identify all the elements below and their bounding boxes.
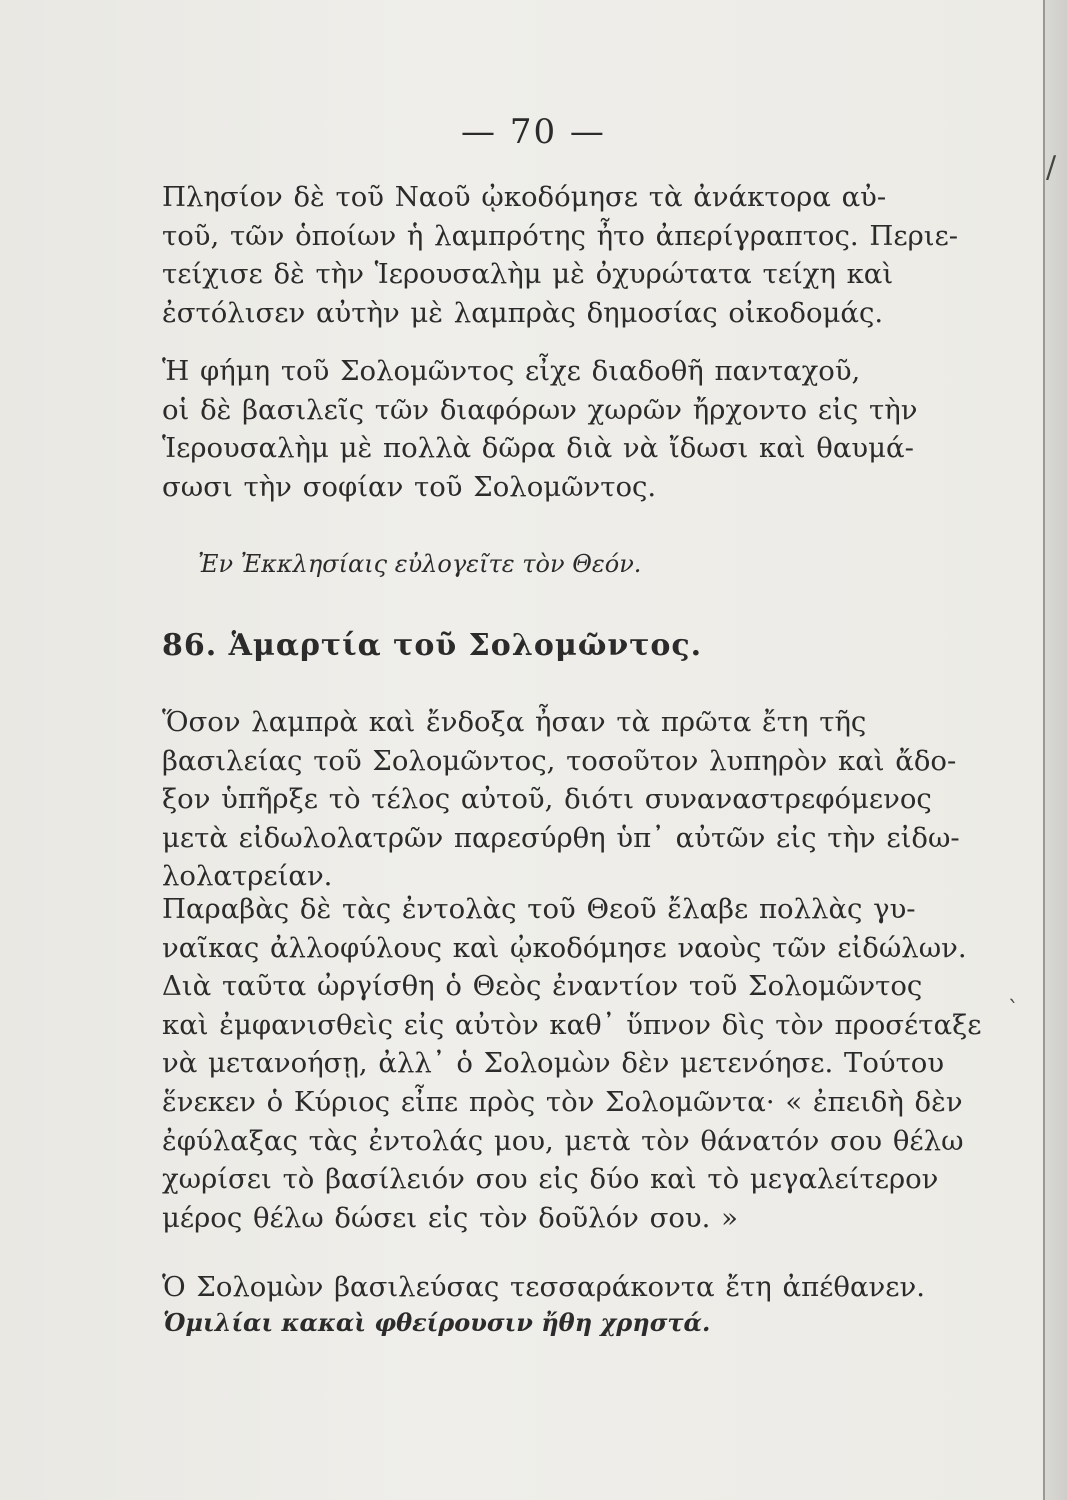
section-heading: 86. Ἁμαρτία τοῦ Σολομῶντος. xyxy=(162,628,703,663)
text-line: τοῦ, τῶν ὁποίων ἡ λαμπρότης ἦτο ἀπερίγραπτος. Περιε- xyxy=(162,219,959,252)
text-line: ἐστόλισεν αὐτὴν μὲ λαμπρὰς δημοσίας οἰκοδομάς. xyxy=(162,296,884,329)
text-line: βασιλείας τοῦ Σολομῶντος, τοσοῦτον λυπηρὸν καὶ ἄδο- xyxy=(162,744,957,777)
text-line: Ὅσον λαμπρὰ καὶ ἔνδοξα ἦσαν τὰ πρῶτα ἔτη τῆς xyxy=(162,706,867,738)
text-line: Ὁ Σολομὼν βασιλεύσας τεσσαράκοντα ἔτη ἀπέθανεν. xyxy=(162,1271,925,1303)
paragraph-transgression xyxy=(162,890,982,1237)
paragraph-fame xyxy=(162,352,974,506)
text-line: οἱ δὲ βασιλεῖς τῶν διαφόρων χωρῶν ἤρχοντο εἰς τὴν xyxy=(162,393,918,426)
text-line: Ἡ φήμη τοῦ Σολομῶντος εἶχε διαδοθῆ πανταχοῦ, xyxy=(162,355,861,387)
text-line: χωρίσει τὸ βασίλειόν σου εἰς δύο καὶ τὸ μεγαλείτερον xyxy=(162,1163,939,1196)
text-line: καὶ ἐμφανισθεὶς εἰς αὐτὸν καθ᾿ ὕπνον δὶς τὸν προσέταξε xyxy=(162,1008,982,1041)
text-line: σωσι τὴν σοφίαν τοῦ Σολομῶντος. xyxy=(162,470,657,503)
text-line: ναῖκας ἀλλοφύλους καὶ ᾠκοδόμησε ναοὺς τῶν εἰδώλων. xyxy=(162,931,967,964)
text-line: Πλησίον δὲ τοῦ Ναοῦ ᾠκοδόμησε τὰ ἀνάκτορα αὐ- xyxy=(162,181,887,213)
text-line: μετὰ εἰδωλολατρῶν παρεσύρθη ὑπ᾿ αὐτῶν εἰς τὴν εἰδω- xyxy=(162,821,960,854)
text-line: Ἱερουσαλὴμ μὲ πολλὰ δῶρα διὰ νὰ ἴδωσι καὶ θαυμά- xyxy=(162,432,914,465)
text-line: μέρος θέλω δώσει εἰς τὸν δοῦλόν σου. » xyxy=(162,1201,738,1234)
page-edge xyxy=(1043,0,1067,1500)
paragraph-death xyxy=(162,1268,974,1307)
text-line: ἐφύλαξας τὰς ἐντολάς μου, μετὰ τὸν θάνατόν σου θέλω xyxy=(162,1124,964,1157)
margin-mark: / xyxy=(1046,150,1057,185)
paragraph-decline xyxy=(162,703,974,896)
text-line: ξον ὑπῆρξε τὸ τέλος αὐτοῦ, διότι συναναστρεφόμενος xyxy=(162,783,932,816)
margin-mark: ˋ xyxy=(1008,998,1019,1023)
text-line: Παραβὰς δὲ τὰς ἐντολὰς τοῦ Θεοῦ ἔλαβε πολλὰς γυ- xyxy=(162,893,916,925)
paragraph-palace xyxy=(162,178,974,332)
text-line: τείχισε δὲ τὴν Ἱερουσαλὴμ μὲ ὀχυρώτατα τείχη καὶ xyxy=(162,258,894,291)
italic-proverb: Ὁμιλίαι κακαὶ φθείρουσιν ἤθη χρηστά. xyxy=(163,1308,711,1337)
text-line: ἕνεκεν ὁ Κύριος εἶπε πρὸς τὸν Σολομῶντα· « ἐπειδὴ δὲν xyxy=(162,1085,963,1118)
text-line: Διὰ ταῦτα ὠργίσθη ὁ Θεὸς ἐναντίον τοῦ Σολομῶντος xyxy=(162,970,923,1003)
italic-maxim: Ἐν Ἐκκλησίαις εὐλογεῖτε τὸν Θεόν. xyxy=(198,550,642,578)
text-line: λολατρείαν. xyxy=(162,860,333,893)
text-line: νὰ μετανοήσῃ, ἀλλ᾿ ὁ Σολομὼν δὲν μετενόησε. Τούτου xyxy=(162,1047,945,1080)
page-number: — 70 — xyxy=(461,112,606,152)
